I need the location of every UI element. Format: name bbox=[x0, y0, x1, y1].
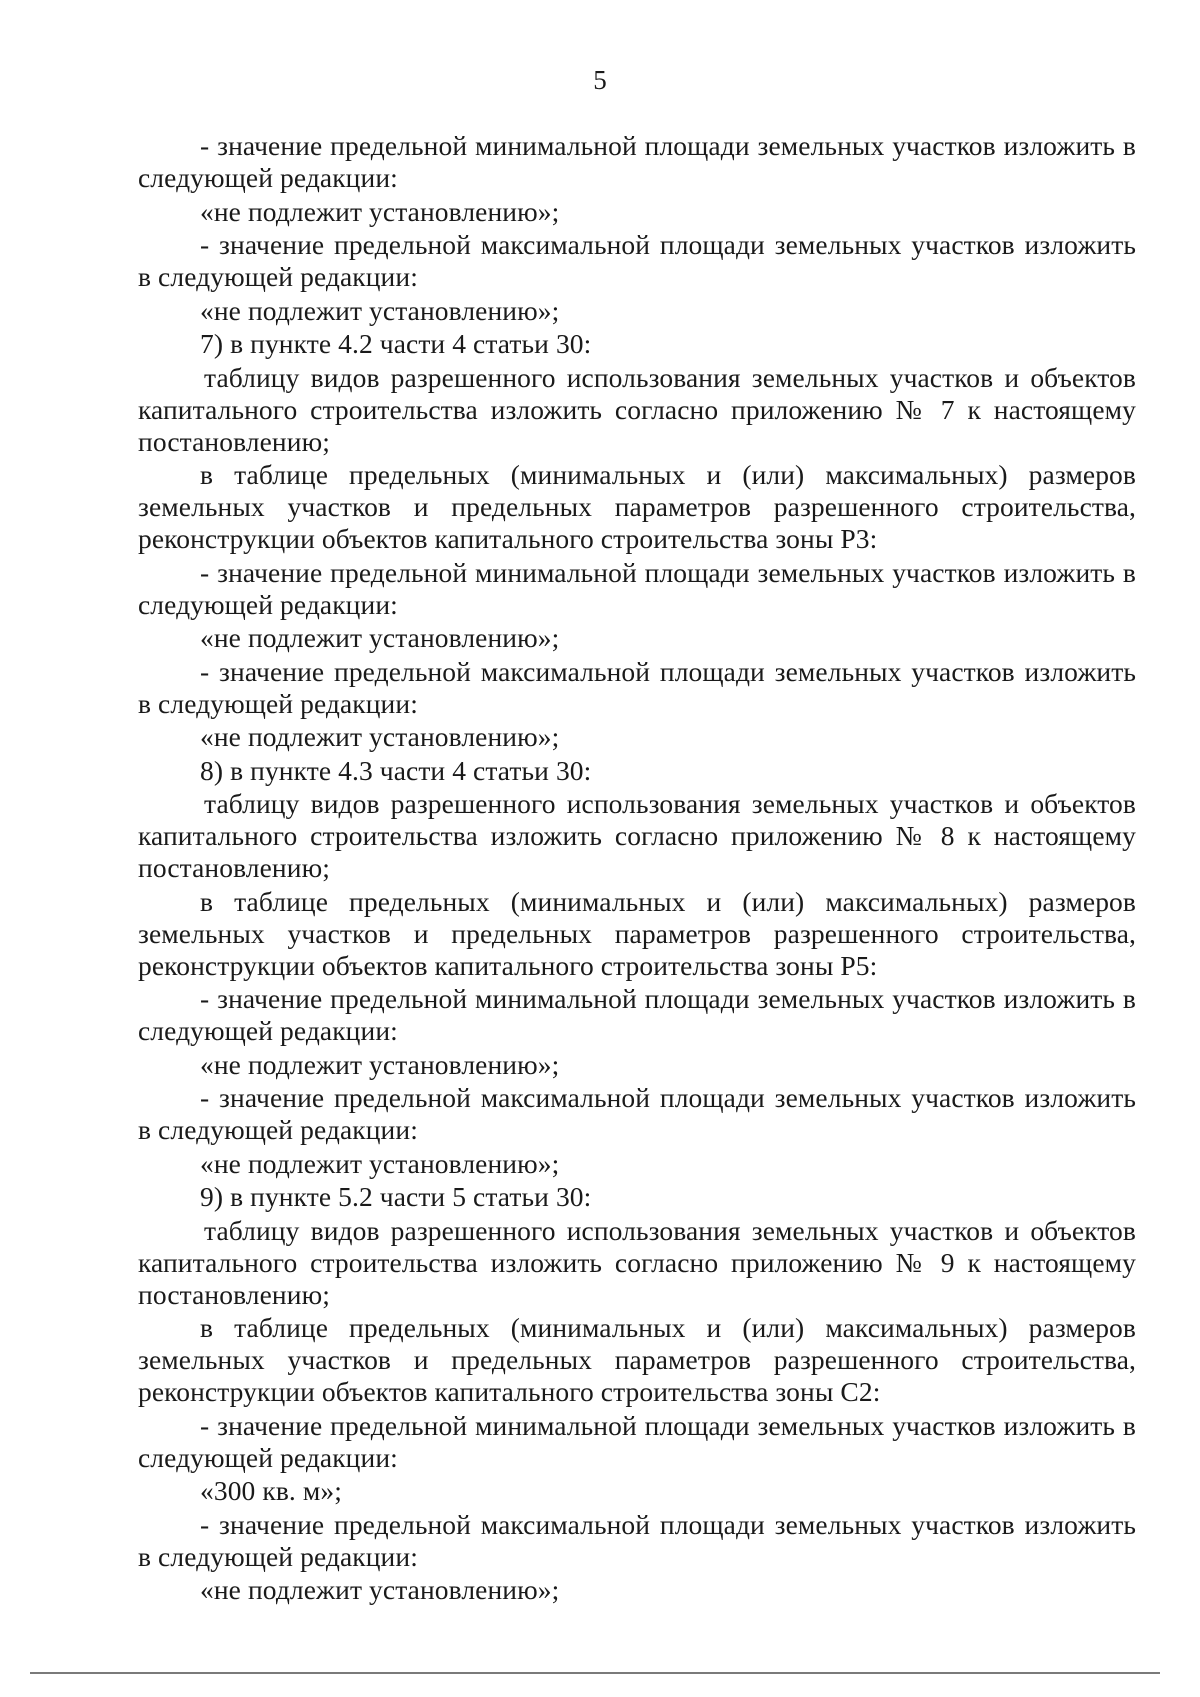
document-body bbox=[138, 130, 1136, 1608]
paragraph: - значение предельной максимальной площади земельных участков изложить в следующей редакции: bbox=[138, 1082, 1136, 1145]
paragraph: таблицу видов разрешенного использования земельных участков и объектов капитального строительства изложить согласно приложению № 7 к настоящему постановлению; bbox=[138, 361, 1136, 457]
paragraph: - значение предельной максимальной площади земельных участков изложить в следующей редакции: bbox=[138, 1508, 1136, 1572]
paragraph: «не подлежит установлению»; bbox=[200, 721, 560, 752]
paragraph: таблицу видов разрешенного использования земельных участков и объектов капитального строительства изложить согласно приложению № 8 к настоящему постановлению; bbox=[138, 788, 1136, 883]
paragraph: 8) в пункте 4.3 части 4 статьи 30: bbox=[200, 754, 592, 786]
paragraph: в таблице предельных (минимальных и (или) максимальных) размеров земельных участков и предельных параметров разрешенного строительства, реконструкции объектов капитального строительства зоны Р3: bbox=[138, 459, 1136, 554]
paragraph: в таблице предельных (минимальных и (или) максимальных) размеров земельных участков и предельных параметров разрешенного строительства, реконструкции объектов капитального строительства зоны С2: bbox=[138, 1312, 1136, 1407]
paragraph: - значение предельной минимальной площади земельных участков изложить в следующей редакции: bbox=[138, 1409, 1136, 1473]
paragraph: 9) в пункте 5.2 части 5 статьи 30: bbox=[200, 1181, 592, 1212]
paragraph: «не подлежит установлению»; bbox=[200, 195, 560, 227]
paragraph: в таблице предельных (минимальных и (или) максимальных) размеров земельных участков и предельных параметров разрешенного строительства, реконструкции объектов капитального строительства зоны Р5: bbox=[138, 885, 1136, 981]
page-bottom-rule bbox=[30, 1672, 1160, 1674]
paragraph: «не подлежит установлению»; bbox=[200, 294, 560, 326]
paragraph: «не подлежит установлению»; bbox=[200, 622, 560, 653]
paragraph: - значение предельной максимальной площади земельных участков изложить в следующей редакции: bbox=[138, 229, 1136, 292]
paragraph: - значение предельной минимальной площади земельных участков изложить в следующей редакции: bbox=[138, 556, 1136, 620]
paragraph: «не подлежит установлению»; bbox=[200, 1574, 560, 1605]
paragraph: - значение предельной минимальной площади земельных участков изложить в следующей редакции: bbox=[138, 983, 1136, 1046]
paragraph: 7) в пункте 4.2 части 4 статьи 30: bbox=[200, 328, 592, 359]
page-number: 5 bbox=[593, 65, 607, 95]
paragraph: «не подлежит установлению»; bbox=[200, 1048, 560, 1080]
paragraph: таблицу видов разрешенного использования земельных участков и объектов капитального строительства изложить согласно приложению № 9 к настоящему постановлению; bbox=[138, 1214, 1136, 1310]
paragraph: - значение предельной минимальной площади земельных участков изложить в следующей редакции: bbox=[138, 130, 1136, 193]
paragraph: «не подлежит установлению»; bbox=[200, 1147, 560, 1179]
paragraph: «300 кв. м»; bbox=[200, 1475, 342, 1506]
paragraph: - значение предельной максимальной площади земельных участков изложить в следующей редакции: bbox=[138, 655, 1136, 719]
